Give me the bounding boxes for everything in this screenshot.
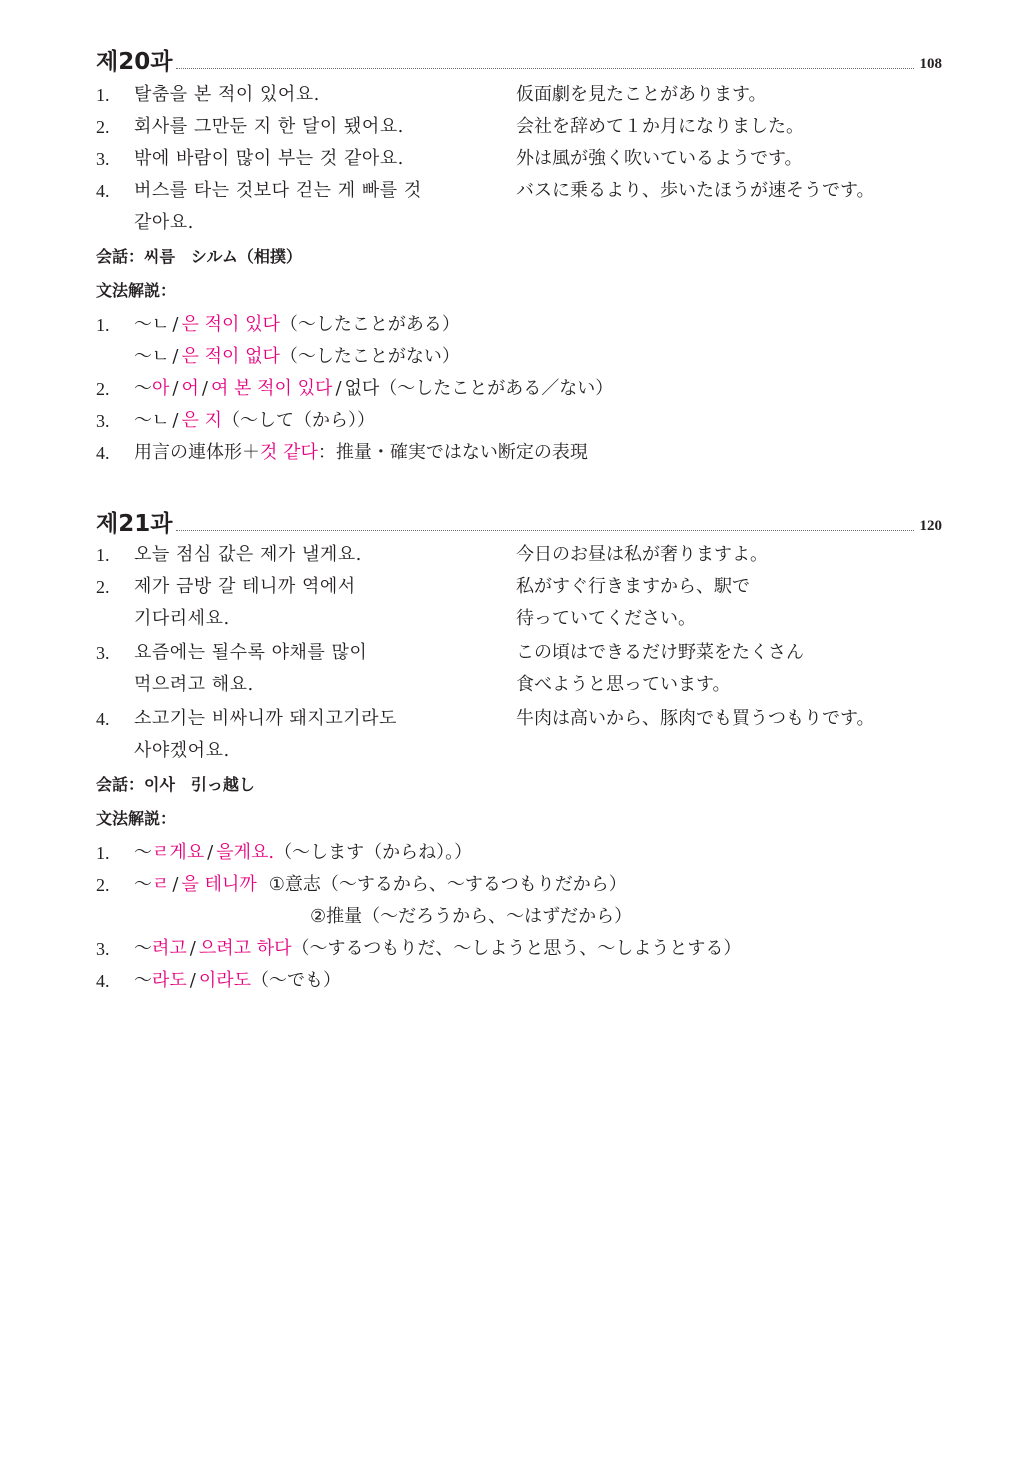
grammar-meaning: （～でも） — [251, 970, 342, 991]
korean-sentence: 회사를 그만둔 지 한 달이 됐어요. — [134, 116, 404, 137]
grammar-pattern: 으려고 하다 — [198, 938, 292, 959]
sentence-row — [96, 144, 942, 176]
grammar-meaning: （～したことがない） — [279, 346, 460, 367]
grammar-pattern: 을 테니까 — [181, 874, 257, 895]
item-number: 3. — [96, 939, 110, 959]
item-number: 2. — [96, 379, 110, 399]
item-number: 2. — [96, 577, 110, 597]
grammar-text — [134, 342, 460, 372]
lesson-title: 제21과 — [96, 511, 173, 537]
japanese-translation-continued: 食べようと思っています。 — [516, 674, 731, 695]
japanese-translation: 仮面劇を見たことがあります。 — [516, 84, 767, 105]
conversation-label: 会話：이사 引っ越し — [96, 775, 255, 794]
slash: / — [172, 410, 179, 431]
item-number: 3. — [96, 411, 110, 431]
grammar-prefix: ～ — [134, 378, 152, 399]
slash: / — [172, 378, 179, 399]
sentence-row-continued — [96, 208, 942, 240]
grammar-pattern: ㄹ게요 — [152, 842, 205, 863]
korean-sentence: 소고기는 비싸니까 돼지고기라도 — [134, 708, 397, 729]
grammar-item — [96, 934, 942, 966]
grammar-pattern-alt: 없다 — [344, 378, 380, 399]
lesson-21-header — [96, 504, 942, 538]
slash: / — [189, 970, 196, 991]
grammar-meaning: （～して（から）） — [221, 410, 375, 431]
grammar-meaning: （～するつもりだ、～しようと思う、～しようとする） — [291, 938, 742, 959]
korean-sentence: 버스를 타는 것보다 걷는 게 빠를 것 — [134, 180, 422, 201]
grammar-prefix: 用言の連体形＋ — [134, 442, 260, 463]
item-number: 4. — [96, 709, 110, 729]
grammar-item — [96, 310, 942, 342]
korean-sentence: 요즘에는 될수록 야채를 많이 — [134, 642, 368, 663]
grammar-item — [96, 374, 942, 406]
grammar-item-continued — [96, 902, 942, 934]
japanese-translation: 外は風が強く吹いているようです。 — [516, 148, 803, 169]
grammar-prefix: ～ㄴ — [134, 410, 170, 431]
lesson-20-header — [96, 42, 942, 76]
item-number: 2. — [96, 117, 110, 137]
grammar-prefix: ～ — [134, 874, 152, 895]
sentence-row — [96, 572, 942, 604]
japanese-translation: この頃はできるだけ野菜をたくさん — [516, 642, 804, 663]
slash: / — [189, 938, 196, 959]
grammar-text — [134, 838, 472, 868]
dot-leader — [176, 530, 913, 531]
grammar-text — [134, 406, 375, 436]
japanese-translation: 会社を辞めて１か月になりました。 — [516, 116, 804, 137]
grammar-text — [310, 902, 632, 932]
sentence-row — [96, 540, 942, 572]
slash: / — [335, 378, 342, 399]
slash: / — [172, 874, 179, 895]
slash: / — [201, 378, 208, 399]
japanese-translation-continued: 待っていてください。 — [516, 608, 696, 629]
grammar-pattern: 은 적이 없다 — [181, 346, 280, 367]
grammar-meaning: ①意志（～するから、～するつもりだから） — [268, 874, 627, 895]
grammar-pattern: 여 본 적이 있다 — [210, 378, 333, 399]
dot-leader — [176, 68, 913, 69]
conversation-label: 会話：씨름 シルム（相撲） — [96, 247, 302, 266]
grammar-label: 文法解説： — [96, 281, 177, 300]
page-number: 108 — [919, 56, 942, 72]
item-number: 4. — [96, 971, 110, 991]
grammar-pattern: 은 적이 있다 — [181, 314, 280, 335]
sentence-row-continued — [96, 604, 942, 636]
item-number: 1. — [96, 843, 110, 863]
grammar-item — [96, 406, 942, 438]
korean-sentence: 탈춤을 본 적이 있어요. — [134, 84, 320, 105]
sentence-row-continued — [96, 736, 942, 768]
grammar-prefix: ～ㄴ — [134, 314, 170, 335]
item-number: 3. — [96, 149, 110, 169]
grammar-item — [96, 838, 942, 870]
grammar-item-continued — [96, 342, 942, 374]
sentence-row-continued — [96, 670, 942, 702]
grammar-text — [134, 966, 341, 996]
item-number: 1. — [96, 85, 110, 105]
grammar-pattern: 어 — [181, 378, 199, 399]
korean-sentence-continued: 기다리세요. — [134, 608, 230, 629]
grammar-text — [134, 934, 741, 964]
slash: / — [172, 314, 179, 335]
item-number: 3. — [96, 643, 110, 663]
grammar-text — [134, 310, 460, 340]
item-number: 4. — [96, 443, 110, 463]
korean-sentence: 제가 금방 갈 테니까 역에서 — [134, 576, 356, 597]
item-number: 1. — [96, 545, 110, 565]
grammar-item — [96, 966, 942, 998]
slash: / — [207, 842, 214, 863]
grammar-pattern: ㄹ — [152, 874, 170, 895]
grammar-pattern: 이라도 — [198, 970, 252, 991]
grammar-pattern: 라도 — [152, 970, 187, 991]
page-number: 120 — [919, 518, 942, 534]
grammar-pattern: 은 지 — [181, 410, 222, 431]
sentence-row — [96, 80, 942, 112]
korean-sentence-continued: 같아요. — [134, 212, 194, 233]
grammar-item — [96, 870, 942, 902]
item-number: 1. — [96, 315, 110, 335]
japanese-translation: バスに乗るより、歩いたほうが速そうです。 — [516, 180, 875, 201]
grammar-meaning: （～したことがある／ない） — [379, 378, 614, 399]
item-number: 4. — [96, 181, 110, 201]
grammar-text — [134, 438, 588, 468]
grammar-text — [134, 870, 627, 900]
sentence-row — [96, 638, 942, 670]
grammar-prefix: ～ — [134, 938, 152, 959]
grammar-prefix: ～ — [134, 970, 152, 991]
grammar-meaning: ②推量（～だろうから、～はずだから） — [310, 906, 633, 927]
korean-sentence-continued: 먹으려고 해요. — [134, 674, 254, 695]
grammar-pattern: 을게요. — [216, 842, 275, 863]
grammar-item — [96, 438, 942, 470]
grammar-meaning: ：推量・確実ではない断定の表現 — [317, 442, 588, 463]
japanese-translation: 私がすぐ行きますから、駅で — [516, 576, 750, 597]
korean-sentence: 밖에 바람이 많이 부는 것 같아요. — [134, 148, 404, 169]
korean-sentence: 오늘 점심 값은 제가 낼게요. — [134, 544, 362, 565]
grammar-pattern: 려고 — [152, 938, 187, 959]
grammar-prefix: ～ㄴ — [134, 346, 170, 367]
grammar-text — [134, 374, 613, 404]
japanese-translation: 牛肉は高いから、豚肉でも買うつもりです。 — [516, 708, 875, 729]
sentence-row — [96, 176, 942, 208]
slash: / — [172, 346, 179, 367]
grammar-pattern: 것 같다 — [260, 442, 318, 463]
lesson-title: 제20과 — [96, 49, 173, 75]
grammar-prefix: ～ — [134, 842, 152, 863]
item-number: 2. — [96, 875, 110, 895]
sentence-row — [96, 704, 942, 736]
korean-sentence-continued: 사야겠어요. — [134, 740, 230, 761]
sentence-row — [96, 112, 942, 144]
japanese-translation: 今日のお昼は私が奢りますよ。 — [516, 544, 768, 565]
grammar-label: 文法解説： — [96, 809, 177, 828]
grammar-meaning: （～します（からね）。） — [274, 842, 473, 863]
grammar-meaning: （～したことがある） — [279, 314, 460, 335]
grammar-pattern: 아 — [152, 378, 170, 399]
